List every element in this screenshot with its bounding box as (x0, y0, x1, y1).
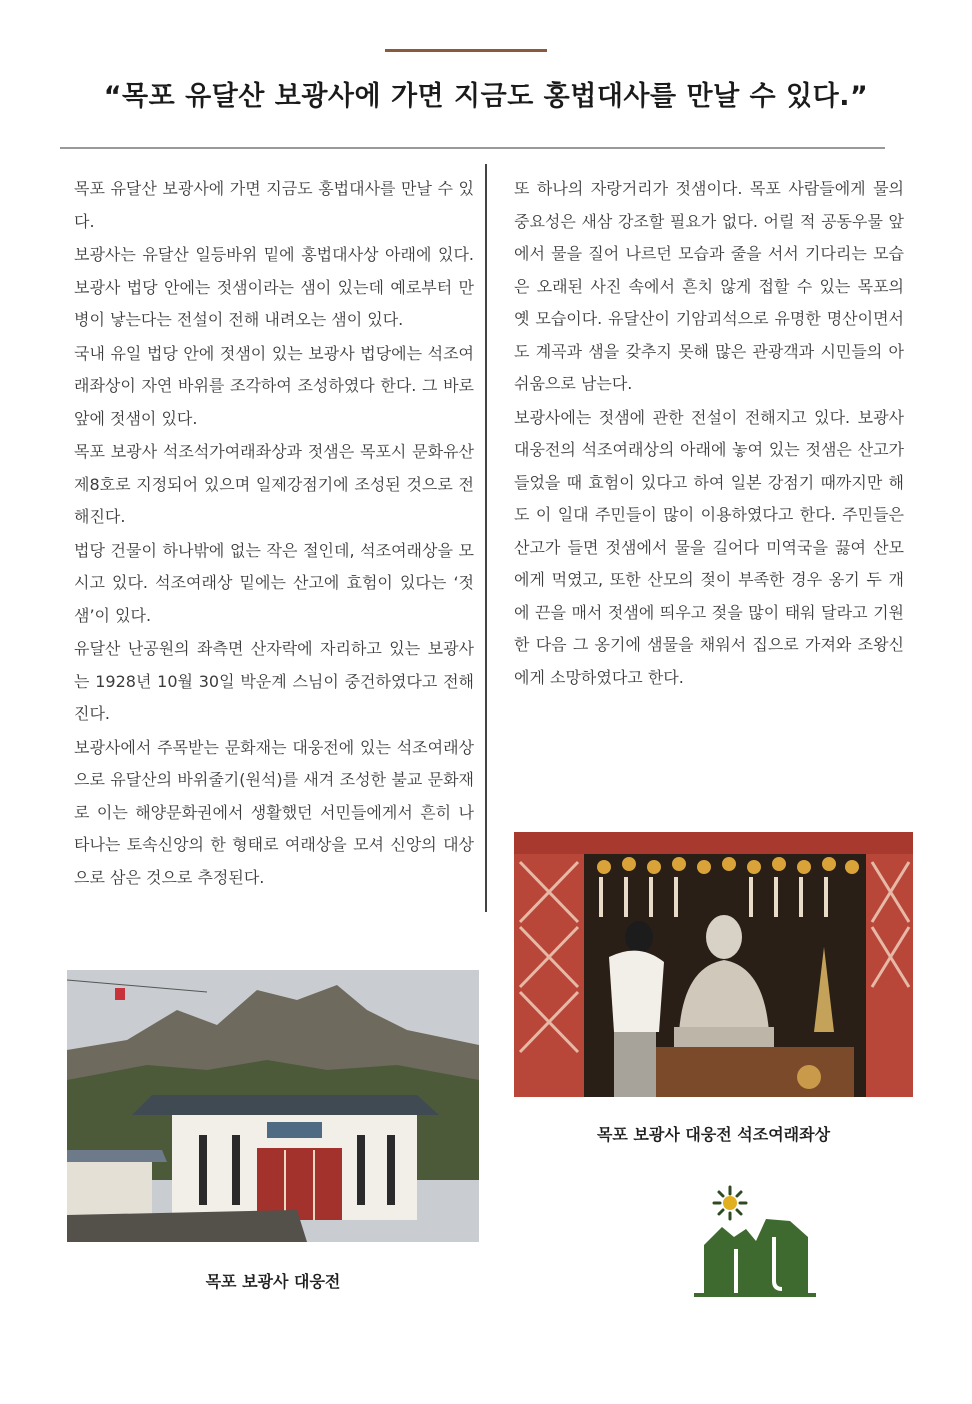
buddha-statue-photo (514, 832, 913, 1097)
sun-mountain-logo-icon (690, 1185, 818, 1300)
paragraph: 유달산 난공원의 좌측면 산자락에 자리하고 있는 보광사는 1928년 10월 30일 박운계 스님이 중건하였다고 전해진다. (74, 639, 474, 723)
paragraph: 목포 유달산 보광사에 가면 지금도 홍법대사를 만날 수 있다. (74, 179, 474, 231)
article-left-column (74, 173, 474, 895)
title-accent-rule (385, 49, 547, 52)
paragraph: 국내 유일 법당 안에 젓샘이 있는 보광사 법당에는 석조여래좌상이 자연 바위를 조각하여 조성하였다 한다. 그 바로 앞에 젓샘이 있다. (74, 343, 474, 428)
paragraph: 또 하나의 자랑거리가 젓샘이다. 목포 사람들에게 물의 중요성은 새삼 강조할 필요가 없다. 어릴 적 공동우물 앞에서 물을 질어 나르던 모습과 줄을 서서 기다리는 모습은 오래된 사진 속에서 흔치 않게 접할 수 있는 목포의 옛 모습이다. 유달산이 기암괴석으로 유명한 명산이면서도 계곡과 샘을 갖추지 못해 많은 관광객과 시민들의 아쉬움으로 남는다. (514, 179, 904, 393)
page-title: “목포 유달산 보광사에 가면 지금도 홍법대사를 만날 수 있다.” (103, 81, 869, 112)
photo-caption: 목포 보광사 대웅전 (205, 1272, 341, 1291)
paragraph: 보광사에는 젓샘에 관한 전설이 전해지고 있다. 보광사 대웅전의 석조여래상의 아래에 놓여 있는 젓샘은 산고가 들었을 때 효험이 있다고 하여 일본 강점기 때까지만 해도 이 일대 주민들이 많이 이용하였다고 한다. 주민들은 산고가 들면 젓샘에서 물을 길어다 미역국을 끓여 산모에게 먹였고, 또한 산모의 젖이 부족한 경우 옹기 두 개에 끈을 매서 젓샘에 띄우고 젖을 많이 태워 달라고 기원한 다음 그 옹기에 샘물을 채워서 집으로 가져와 조왕신에게 소망하였다고 한다. (514, 407, 904, 687)
paragraph: 목포 보광사 석조석가여래좌상과 젓샘은 목포시 문화유산 제8호로 지정되어 있으며 일제강점기에 조성된 것으로 전해진다. (74, 442, 474, 526)
paragraph: 법당 건물이 하나밖에 없는 작은 절인데, 석조여래상을 모시고 있다. 석조여래상 밑에는 산고에 효험이 있다는 ‘젓샘’이 있다. (74, 540, 474, 625)
title-divider (60, 147, 885, 149)
temple-hall-photo (67, 970, 479, 1242)
column-divider (485, 164, 487, 912)
paragraph: 보광사에서 주목받는 문화재는 대웅전에 있는 석조여래상으로 유달산의 바위줄기(원석)를 새겨 조성한 불교 문화재로 이는 해양문화권에서 생활했던 서민들에게서 흔히 나타나는 토속신앙의 한 형태로 여래상을 모셔 신앙의 대상으로 삼은 것으로 추정된다. (74, 737, 474, 887)
paragraph: 보광사는 유달산 일등바위 밑에 홍법대사상 아래에 있다. 보광사 법당 안에는 젓샘이라는 샘이 있는데 예로부터 만병이 낳는다는 전설이 전해 내려오는 샘이 있다. (74, 245, 474, 329)
article-right-column (514, 173, 904, 695)
photo-caption: 목포 보광사 대웅전 석조여래좌상 (596, 1125, 831, 1144)
